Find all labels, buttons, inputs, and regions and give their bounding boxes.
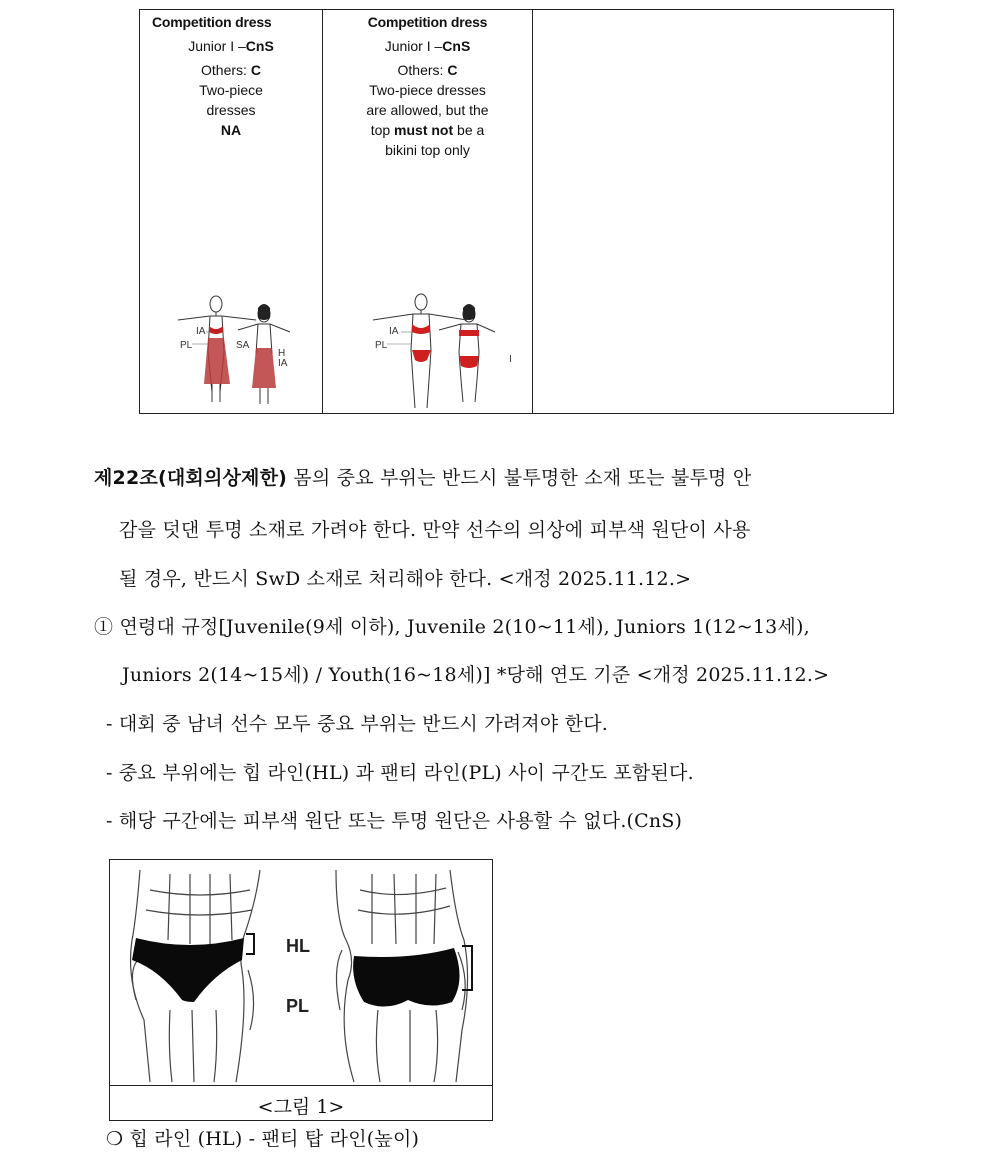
- label-ia: IA: [196, 326, 206, 337]
- clause-one-line: Juniors 2(14~15세) / Youth(16~18세)] *당해 연도 기준 <개정 2025.11.12.>: [122, 664, 830, 686]
- rule-allowed: are allowed, but the: [366, 102, 489, 118]
- rule-two-piece: Two-piece: [199, 82, 263, 98]
- dress-figure-illustration: [172, 292, 322, 407]
- table-cell-one-piece: [140, 10, 322, 413]
- rule-others: Others: C: [397, 62, 458, 78]
- label-hl: HL: [286, 936, 310, 956]
- label-ia: IA: [389, 326, 399, 337]
- figure-1-box: [109, 859, 493, 1121]
- label-pl: PL: [180, 340, 193, 351]
- rule-junior: Junior I –CnS: [188, 38, 274, 54]
- bullet-item: - 해당 구간에는 피부색 원단 또는 투명 원단은 사용할 수 없다.(CnS): [106, 810, 683, 832]
- clause-one-line: ① 연령대 규정[Juvenile(9세 이하), Juvenile 2(10~11세), Juniors 1(12~13세),: [94, 616, 810, 638]
- label-pl: PL: [286, 996, 310, 1016]
- table-cell-empty: [533, 10, 893, 413]
- hip-line-illustration: [110, 860, 492, 1084]
- figure-caption: <그림 1>: [257, 1096, 345, 1118]
- cell-rules: [140, 36, 322, 140]
- article-text: 몸의 중요 부위는 반드시 불투명한 소재 또는 불투명 안: [287, 467, 752, 489]
- article-line: 될 경우, 반드시 SwD 소재로 처리해야 한다. <개정 2025.11.12.>: [119, 568, 692, 590]
- bullet-item: - 중요 부위에는 힙 라인(HL) 과 팬티 라인(PL) 사이 구간도 포함된다.: [106, 762, 694, 784]
- rule-junior: Junior I –CnS: [384, 38, 471, 54]
- rule-dresses: dresses: [206, 102, 256, 118]
- label-pl: PL: [375, 340, 388, 351]
- bullet-item: - 대회 중 남녀 선수 모두 중요 부위는 반드시 가려져야 한다.: [106, 713, 608, 735]
- rule-two-piece: Two-piece dresses: [369, 82, 486, 98]
- label-h: H: [278, 348, 286, 359]
- rule-na: NA: [220, 122, 242, 138]
- cell-rules: [323, 36, 532, 160]
- rule-bikini: bikini top only: [385, 142, 470, 158]
- dress-rules-table: [139, 9, 894, 414]
- article-line: 감을 덧댄 투명 소재로 가려야 한다. 만약 선수의 의상에 피부색 원단이 사용: [119, 519, 751, 541]
- article-heading: 제22조(대회의상제한): [94, 467, 288, 489]
- label-sa: SA: [236, 340, 250, 351]
- article-line: [94, 463, 751, 490]
- table-cell-two-piece: [323, 10, 532, 413]
- label-i: I: [509, 354, 512, 365]
- caption-divider: [110, 1085, 492, 1086]
- bikini-figure-illustration: [367, 290, 527, 410]
- label-ia-back: IA: [278, 358, 288, 369]
- rule-top: top must not be a: [370, 122, 485, 138]
- rule-others: Others: C: [201, 62, 261, 78]
- footer-bullet: ❍ 힙 라인 (HL) - 팬티 탑 라인(높이): [106, 1128, 420, 1150]
- cell-title: Competition dress: [152, 14, 272, 30]
- cell-title: Competition dress: [367, 14, 488, 30]
